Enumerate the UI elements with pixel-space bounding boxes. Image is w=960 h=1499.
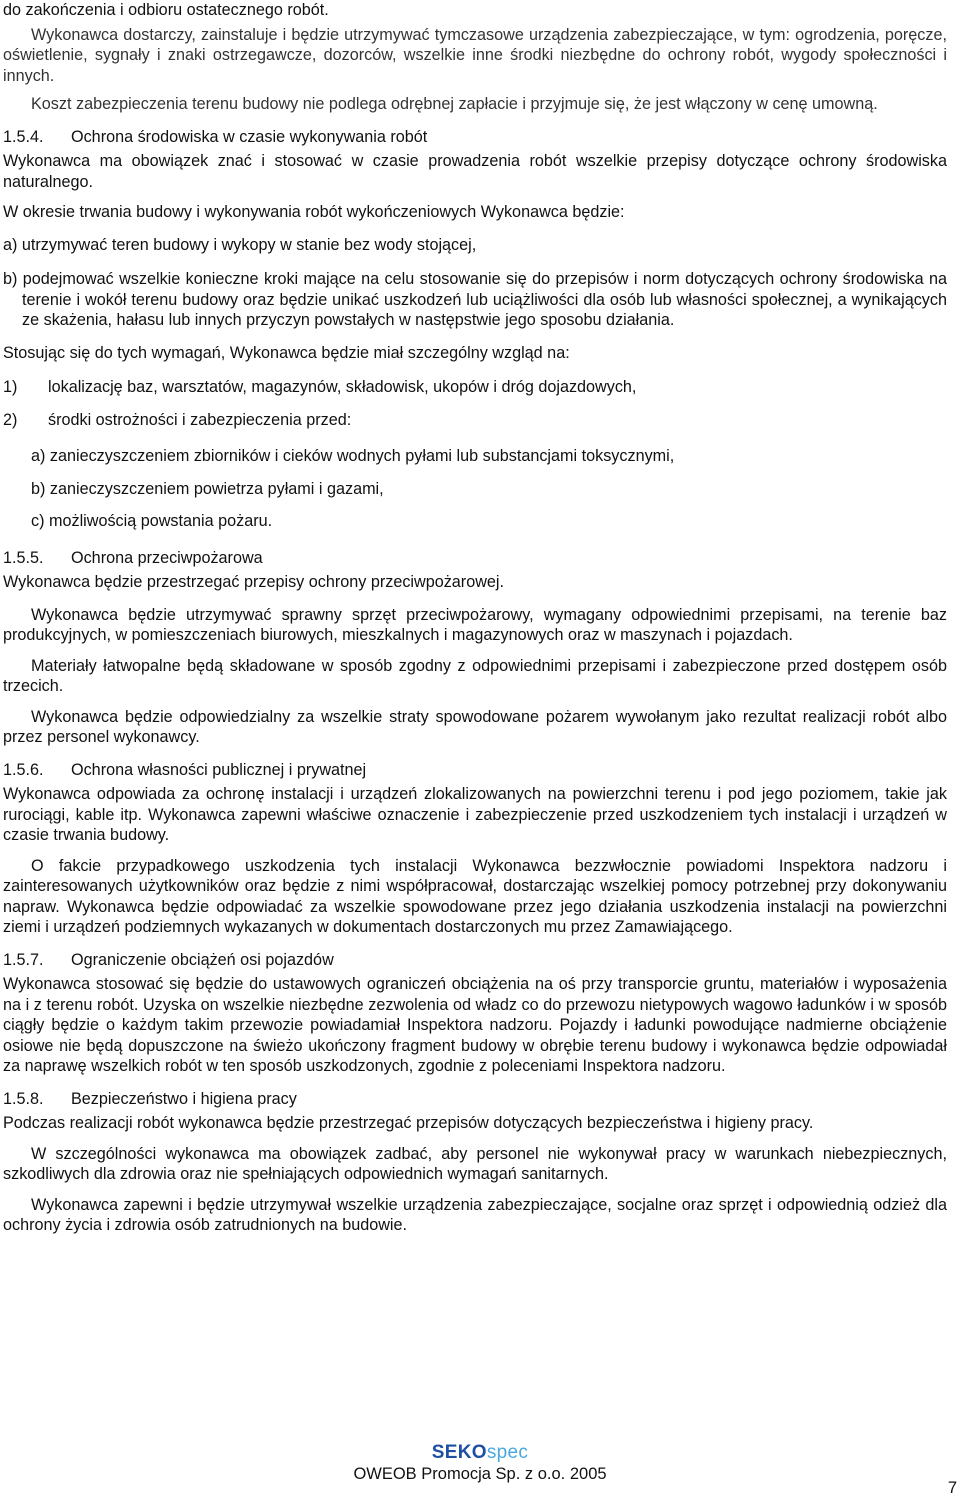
paragraph: Wykonawca odpowiada za ochronę instalacji i urządzeń zlokalizowanych na powierzchni terenu i pod jego poziomem, takie jak rurociągi, kable itp. Wykonawca zapewni właściwe oznaczenie i zabezpieczenie przed uszkodzeniem tych instalacji i urządzeń w czasie trwania budowy.: [3, 785, 947, 844]
paragraph: Koszt zabezpieczenia terenu budowy nie podlega odrębnej zapłacie i przyjmuje się, że jest włączony w cenę umowną.: [31, 95, 878, 113]
paragraph: do zakończenia i odbioru ostatecznego robót.: [3, 1, 329, 19]
list-item: b) zanieczyszczeniem powietrza pyłami i gazami,: [31, 479, 384, 498]
section-number: 1.5.4.: [3, 127, 44, 146]
list-text: lokalizację baz, warsztatów, magazynów, składowisk, ukopów i dróg dojazdowych,: [48, 378, 637, 396]
section-number: 1.5.7.: [3, 950, 44, 969]
list-item: [3, 410, 947, 431]
section-heading: [3, 950, 947, 971]
paragraph: Podczas realizacji robót wykonawca będzie przestrzegać przepisów dotyczących bezpieczeństwa i higieny pracy.: [3, 1114, 814, 1132]
paragraph: W okresie trwania budowy i wykonywania robót wykończeniowych Wykonawca będzie:: [3, 203, 625, 221]
section-title: Ograniczenie obciążeń osi pojazdów: [71, 950, 334, 969]
section-number: 1.5.6.: [3, 760, 44, 779]
logo-part-seko: SEKO: [431, 1442, 487, 1463]
paragraph: Wykonawca stosować się będzie do ustawowych ograniczeń obciążenia na oś przy transporcie gruntu, materiałów i wyposażenia na i z terenu robót. Uzyska on wszelkie niezbędne zezwolenia od władz co do przewozu nietypowych wagowo ładunków i w sposób ciągły będzie o każdym takim przewozie powiadamiał Inspektora nadzoru. Pojazdy i ładunki powodujące nadmierne obciążenie osiowe nie będą dopuszczone na świeżo ukończony fragment budowy w obrębie terenu budowy i wykonawca będzie odpowiadał za naprawę wszelkich robót w ten sposób uszkodzonych, zgodnie z poleceniami Inspektora nadzoru.: [3, 975, 947, 1075]
page-number: 7: [947, 1479, 957, 1497]
paragraph: Wykonawca zapewni i będzie utrzymywał wszelkie urządzenia zabezpieczające, socjalne oraz sprzęt i odpowiednią odzież dla ochrony życia i zdrowia osób zatrudnionych na budowie.: [3, 1195, 947, 1234]
list-item: a) zanieczyszczeniem zbiorników i cieków wodnych pyłami lub substancjami toksycznymi,: [31, 447, 675, 465]
list-marker: 2): [3, 410, 18, 429]
section-title: Bezpieczeństwo i higiena pracy: [71, 1089, 297, 1108]
paragraph: Wykonawca dostarczy, zainstaluje i będzie utrzymywać tymczasowe urządzenia zabezpieczające, w tym: ogrodzenia, poręcze, oświetlenie, sygnały i znaki ostrzegawcze, dozorców, wszelkie inne środki niezbędne do ochrony robót, wygody społeczności i innych.: [3, 25, 947, 85]
list-marker: 1): [3, 378, 18, 396]
list-item: c) możliwością powstania pożaru.: [31, 512, 273, 530]
paragraph: Stosując się do tych wymagań, Wykonawca będzie miał szczególny wzgląd na:: [3, 343, 570, 362]
paragraph: Wykonawca będzie odpowiedzialny za wszelkie straty spowodowane pożarem wywołanym jako rezultat realizacji robót albo przez personel wykonawcy.: [3, 707, 947, 746]
section-heading: [3, 127, 947, 148]
section-heading: [3, 1089, 947, 1110]
list-item: [3, 377, 947, 398]
paragraph: Wykonawca ma obowiązek znać i stosować w czasie prowadzenia robót wszelkie przepisy dotyczące ochrony środowiska naturalnego.: [3, 152, 947, 191]
footer-company: OWEOB Promocja Sp. z o.o. 2005: [353, 1465, 607, 1483]
section-title: Ochrona środowiska w czasie wykonywania robót: [71, 127, 428, 146]
paragraph: O fakcie przypadkowego uszkodzenia tych instalacji Wykonawca bezzwłocznie powiadomi Inspektora nadzoru i zainteresowanych użytkowników oraz będzie z nimi współpracował, dostarczając wszelkiej pomocy potrzebnej przy dokonywaniu napraw. Wykonawca będzie odpowiadać za wszelkie spowodowane przez jego działania uszkodzenia instalacji na powierzchni ziemi i urządzeń podziemnych wykazanych w dokumentach dostarczonych mu przez Zamawiającego.: [3, 856, 947, 936]
list-item: a) utrzymywać teren budowy i wykopy w stanie bez wody stojącej,: [3, 235, 477, 254]
paragraph: W szczególności wykonawca ma obowiązek zadbać, aby personel nie wykonywał pracy w warunkach niebezpiecznych, szkodliwych dla zdrowia oraz nie spełniających odpowiednich wymagań sanitarnych.: [3, 1144, 947, 1183]
section-number: 1.5.8.: [3, 1089, 44, 1108]
document-page: [3, 0, 947, 1236]
section-heading: [3, 760, 947, 781]
logo-part-spec: spec: [486, 1442, 529, 1463]
sekospec-logo: [0, 1443, 960, 1463]
list-text: środki ostrożności i zabezpieczenia przed:: [48, 410, 352, 429]
paragraph: Wykonawca będzie utrzymywać sprawny sprzęt przeciwpożarowy, wymagany odpowiednimi przepisami, na terenie baz produkcyjnych, w pomieszczeniach biurowych, mieszkalnych i magazynowych oraz w maszynach i pojazdach.: [3, 605, 947, 644]
section-number: 1.5.5.: [3, 548, 44, 567]
list-item: b) podejmować wszelkie konieczne kroki mające na celu stosowanie się do przepisów i norm dotyczących ochrony środowiska na terenie i wokół terenu budowy oraz będzie unikać uszkodzeń lub uciążliwości dla osób lub własności społecznej, a wynikających ze skażenia, hałasu lub innych przyczyn powstałych w następstwie jego sposobu działania.: [3, 270, 947, 329]
section-title: Ochrona własności publicznej i prywatnej: [71, 760, 367, 779]
paragraph: Wykonawca będzie przestrzegać przepisy ochrony przeciwpożarowej.: [3, 573, 504, 591]
section-heading: [3, 548, 947, 569]
paragraph: Materiały łatwopalne będą składowane w sposób zgodny z odpowiednimi przepisami i zabezpieczone przed dostępem osób trzecich.: [3, 656, 947, 695]
section-title: Ochrona przeciwpożarowa: [71, 548, 263, 567]
